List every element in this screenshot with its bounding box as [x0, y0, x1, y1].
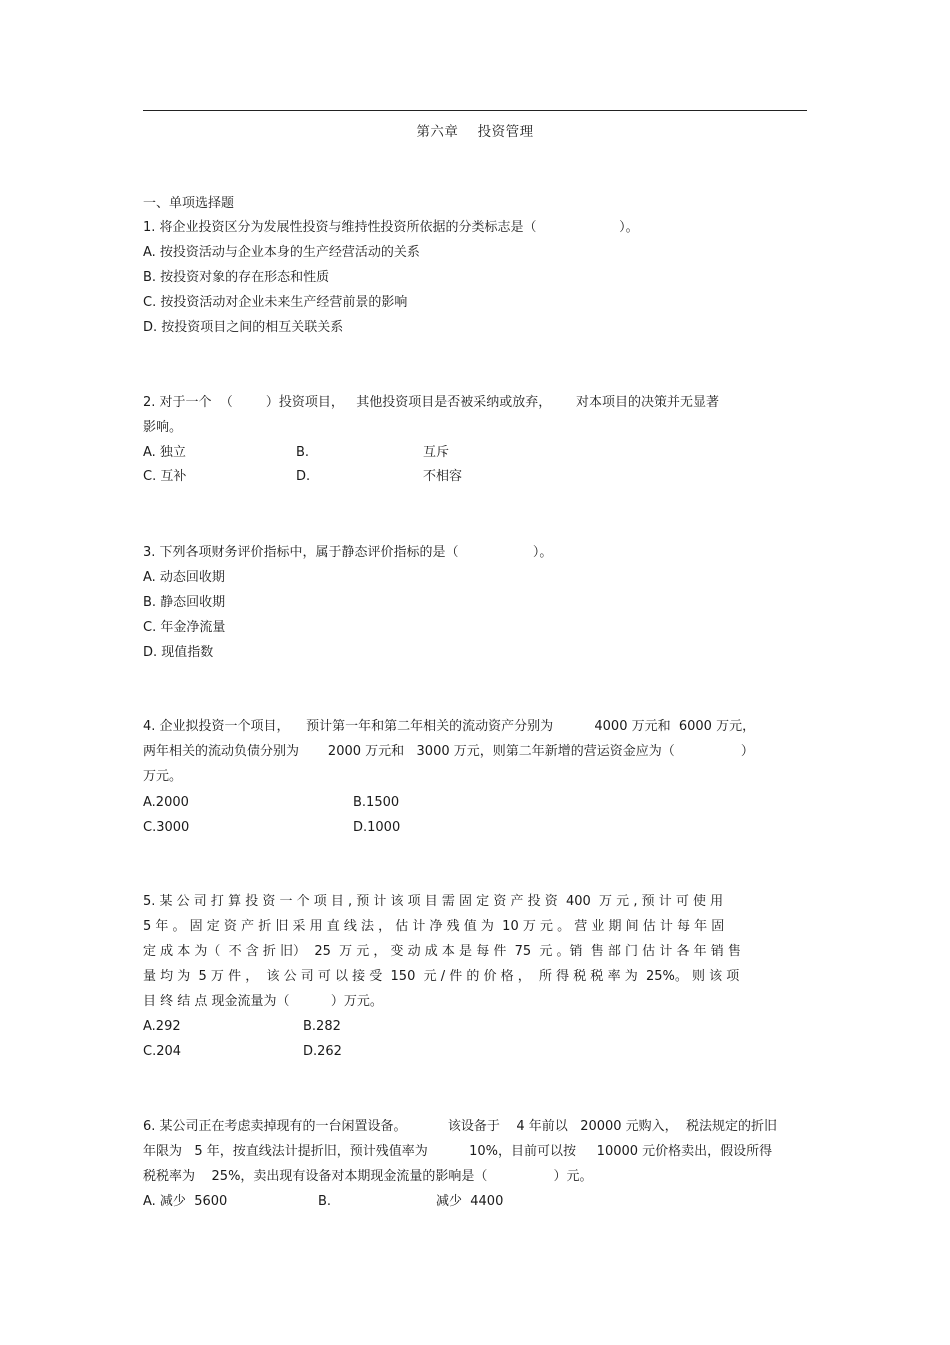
q4-stem-line1: 4. 企业拟投资一个项目， 预计第一年和第二年相关的流动资产分别为 4000 万元和 6000 万元，	[143, 719, 756, 734]
q1-option-c: C. 按投资活动对企业未来生产经营前景的影响	[143, 295, 408, 310]
q2-stem-line1: 2. 对于一个 （ ）投资项目， 其他投资项目是否被采纳或放弃， 对本项目的决策并无显著	[143, 395, 720, 410]
q2-option-c: C. 互补	[143, 469, 187, 484]
q6-option-a: A. 减少 5600	[143, 1194, 228, 1209]
chapter-title: 第六章 投资管理	[416, 124, 534, 140]
q5-option-b: B.282	[303, 1019, 341, 1034]
q3-stem: 3. 下列各项财务评价指标中，属于静态评价指标的是（ ）。	[143, 545, 553, 560]
q2-option-b-value: 互斥	[423, 445, 450, 460]
q5-stem-line3: 定 成 本 为（ 不 含 折 旧） 25 万 元 ， 变 动 成 本 是 每 件 75 元 。销 售 部 门 估 计 各 年 销 售	[143, 944, 741, 959]
q3-option-c: C. 年金净流量	[143, 620, 226, 635]
q5-option-c: C.204	[143, 1044, 182, 1059]
q2-option-d-key: D.	[296, 469, 311, 484]
q3-option-a: A. 动态回收期	[143, 570, 225, 585]
q5-option-d: D.262	[303, 1044, 342, 1059]
section-heading: 一、单项选择题	[143, 196, 235, 211]
q1-option-b: B. 按投资对象的存在形态和性质	[143, 270, 330, 285]
q1-stem: 1. 将企业投资区分为发展性投资与维持性投资所依据的分类标志是（ ）。	[143, 220, 639, 235]
q4-stem-line3: 万元。	[143, 769, 183, 784]
q6-option-b-value: 减少 4400	[436, 1194, 504, 1209]
q4-option-c: C.3000	[143, 820, 190, 835]
q1-option-a: A. 按投资活动与企业本身的生产经营活动的关系	[143, 245, 420, 260]
q5-stem-line5: 目 终 结 点 现金流量为（ ）万元。	[143, 994, 383, 1009]
q3-option-b: B. 静态回收期	[143, 595, 226, 610]
q5-option-a: A.292	[143, 1019, 181, 1034]
q4-option-b: B.1500	[353, 795, 400, 810]
q6-option-b-key: B.	[318, 1194, 332, 1209]
q4-stem-line2: 两年相关的流动负债分别为 2000 万元和 3000 万元，则第二年新增的营运资金应为（ ）	[143, 744, 754, 759]
q5-stem-line1: 5. 某 公 司 打 算 投 资 一 个 项 目 , 预 计 该 项 目 需 固 定 资 产 投 资 400 万 元 , 预 计 可 使 用	[143, 894, 724, 909]
q3-option-d: D. 现值指数	[143, 645, 214, 660]
q6-stem-line1: 6. 某公司正在考虑卖掉现有的一台闲置设备。 该设备于 4 年前以 20000 元购入， 税法规定的折旧	[143, 1119, 777, 1134]
header-rule	[143, 110, 807, 111]
q4-option-d: D.1000	[353, 820, 401, 835]
q2-option-a: A. 独立	[143, 445, 186, 460]
q5-stem-line4: 量 均 为 5 万 件 ， 该 公 司 可 以 接 受 150 元 / 件 的 价 格 ， 所 得 税 税 率 为 25%。 则 该 项	[143, 969, 740, 984]
q2-stem-line2: 影响。	[143, 420, 183, 435]
q5-stem-line2: 5 年 。 固 定 资 产 折 旧 采 用 直 线 法 ， 估 计 净 残 值 为 10 万 元 。 营 业 期 间 估 计 每 年 固	[143, 919, 725, 934]
q6-stem-line3: 税税率为 25%，卖出现有设备对本期现金流量的影响是（ ）元。	[143, 1169, 593, 1184]
q2-option-b-key: B.	[296, 445, 310, 460]
q1-option-d: D. 按投资项目之间的相互关联关系	[143, 320, 344, 335]
q2-option-d-value: 不相容	[423, 469, 463, 484]
q6-stem-line2: 年限为 5 年，按直线法计提折旧，预计残值率为 10%，目前可以按 10000 元价格卖出，假设所得	[143, 1144, 773, 1159]
q4-option-a: A.2000	[143, 795, 189, 810]
